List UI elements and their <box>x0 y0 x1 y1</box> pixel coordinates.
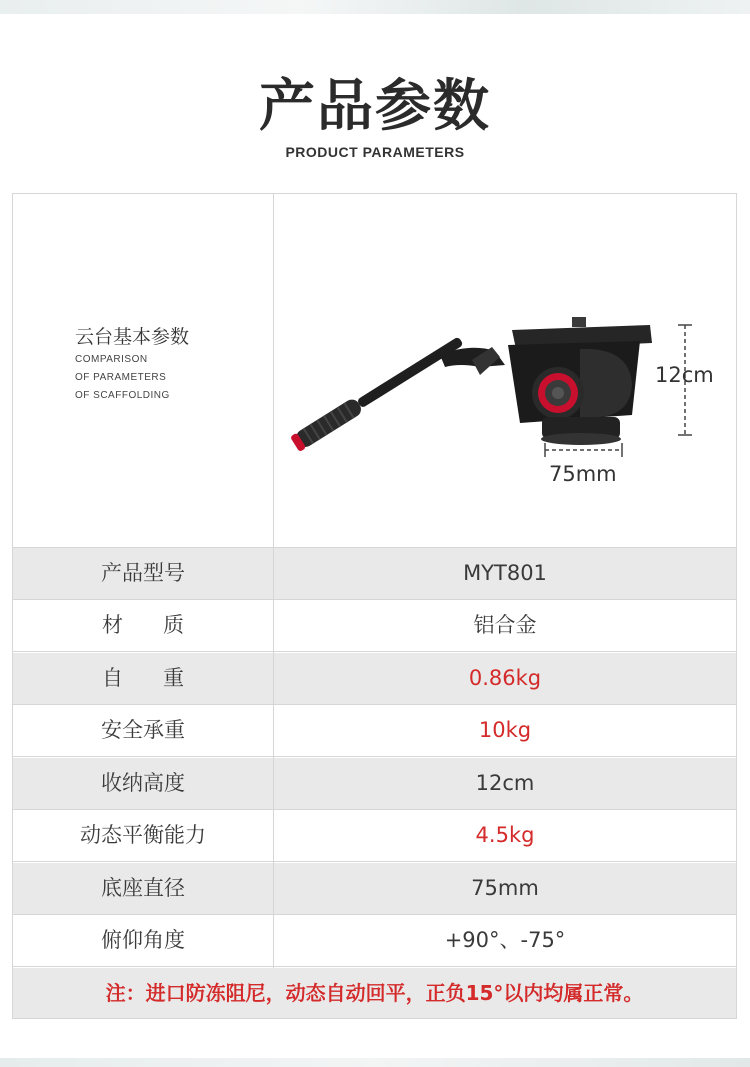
row-label: 产品型号 <box>101 561 185 585</box>
row-value: 4.5kg <box>475 823 535 847</box>
row-label: 收纳高度 <box>101 771 185 795</box>
page-title: 产品参数 <box>259 74 491 139</box>
column-divider <box>273 194 274 968</box>
bottom-decorative-band <box>0 1058 750 1067</box>
table-row <box>13 863 736 915</box>
intro-title: 云台基本参数 <box>75 326 190 348</box>
row-value: 0.86kg <box>468 666 542 690</box>
width-dimension-line <box>545 443 622 457</box>
fluid-head-image <box>280 305 730 495</box>
row-value: 75mm <box>471 876 539 900</box>
row-value: MYT801 <box>463 561 547 585</box>
row-value: 12cm <box>475 771 535 795</box>
intro-subtitle <box>75 351 170 405</box>
pan-handle <box>290 333 466 452</box>
height-dimension-label: 12cm <box>655 363 714 387</box>
table-row <box>13 810 736 862</box>
intro-sub-line: COMPARISON <box>75 354 148 365</box>
table-row <box>13 705 736 757</box>
footnote: 注：进口防冻阻尼，动态自动回平，正负15°以内均属正常。 <box>13 968 736 1018</box>
table-row <box>13 915 736 967</box>
row-label: 材 质 <box>101 613 185 637</box>
table-row <box>13 653 736 705</box>
top-decorative-band <box>0 0 750 14</box>
table-row <box>13 600 736 652</box>
intro-sub-line: OF SCAFFOLDING <box>75 390 170 401</box>
row-value: 10kg <box>478 718 532 742</box>
width-dimension-label: 75mm <box>549 462 617 486</box>
intro-sub-line: OF PARAMETERS <box>75 372 167 383</box>
row-label: 底座直径 <box>101 876 185 900</box>
table-row <box>13 758 736 810</box>
row-value: +90°、-75° <box>444 928 566 952</box>
row-value: 铝合金 <box>473 613 537 637</box>
row-label: 俯仰角度 <box>101 928 185 952</box>
row-label: 自 重 <box>101 666 185 690</box>
page-subtitle: PRODUCT PARAMETERS <box>285 144 465 160</box>
row-label: 动态平衡能力 <box>80 823 206 847</box>
row-label: 安全承重 <box>101 718 185 742</box>
table-row <box>13 548 736 600</box>
